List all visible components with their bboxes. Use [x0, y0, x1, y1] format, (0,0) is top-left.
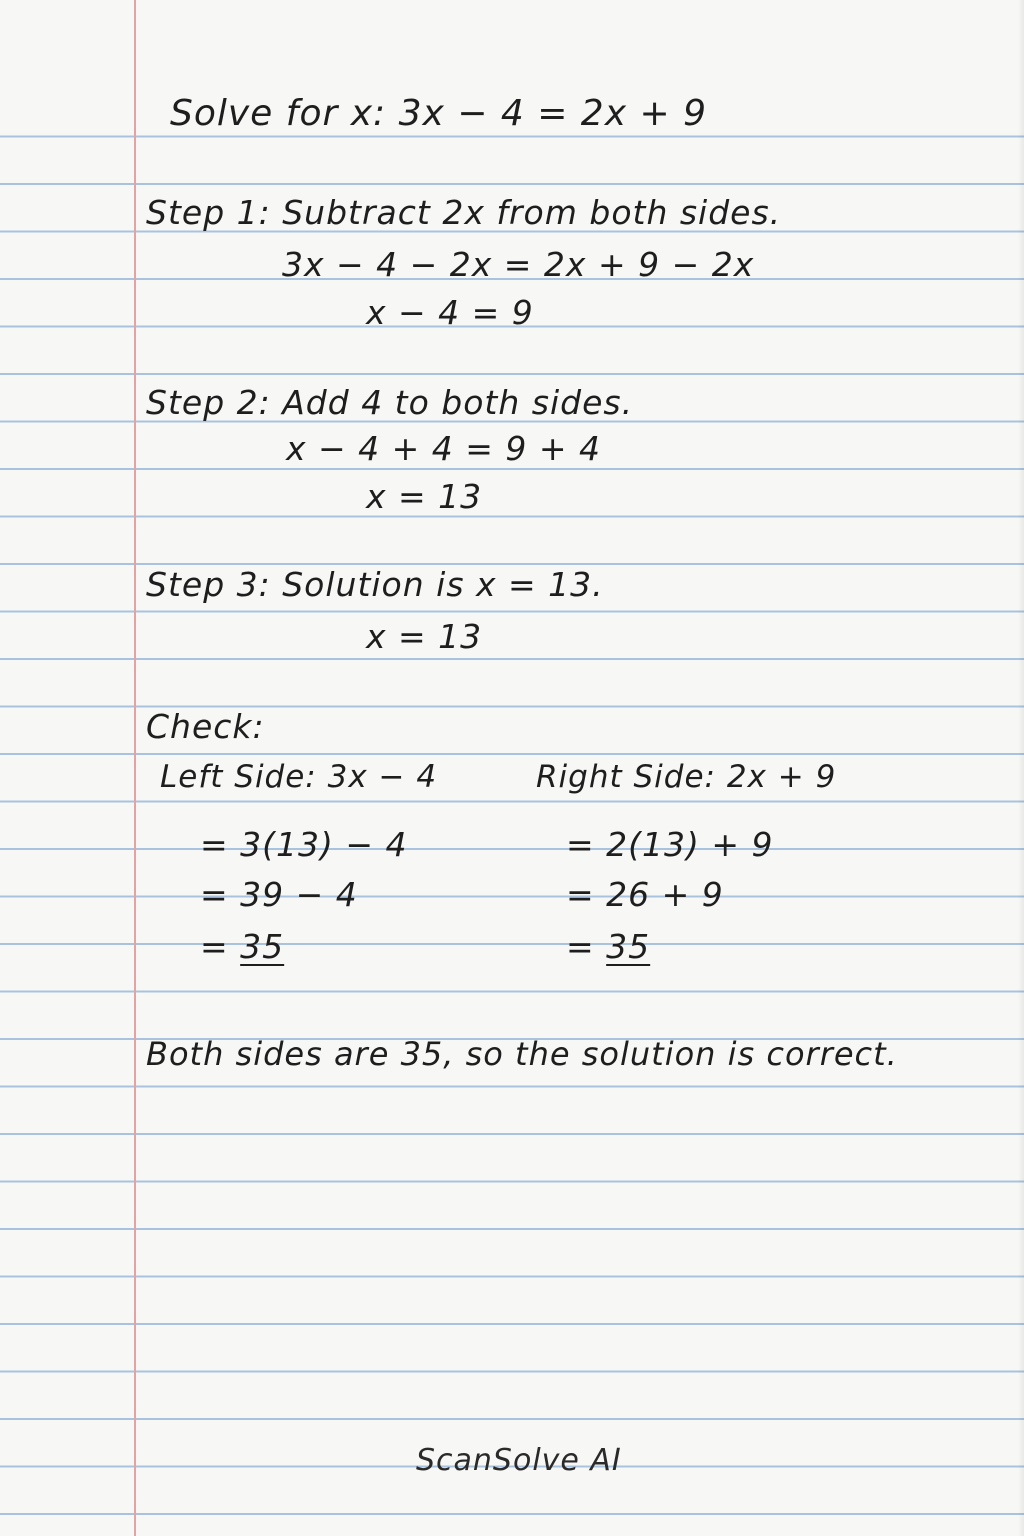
problem-statement: Solve for x: 3x − 4 = 2x + 9 — [170, 93, 707, 134]
step-2-heading: Step 2: Add 4 to both sides. — [146, 383, 634, 422]
check-heading: Check: — [146, 707, 265, 746]
margin-line — [134, 0, 136, 1536]
page-edge-shadow — [1018, 0, 1024, 1536]
right-side-equals: = — [566, 927, 595, 966]
right-side-line-2: = 26 + 9 — [566, 875, 724, 914]
left-side-label: Left Side: 3x − 4 — [160, 759, 438, 795]
conclusion-text: Both sides are 35, so the solution is correct. — [146, 1035, 898, 1073]
left-side-result-line — [200, 927, 285, 966]
right-side-result-line — [566, 927, 651, 966]
step-1-equation-2: x − 4 = 9 — [366, 293, 534, 332]
step-2-equation-1: x − 4 + 4 = 9 + 4 — [286, 429, 602, 468]
step-3-equation: x = 13 — [366, 617, 483, 656]
brand-watermark: ScanSolve AI — [416, 1443, 622, 1478]
left-side-equals: = — [200, 927, 229, 966]
left-side-result: 35 — [240, 927, 285, 966]
right-side-line-1: = 2(13) + 9 — [566, 825, 774, 864]
step-1-equation-1: 3x − 4 − 2x = 2x + 9 − 2x — [282, 245, 755, 284]
right-side-result: 35 — [606, 927, 651, 966]
step-1-heading: Step 1: Subtract 2x from both sides. — [146, 193, 782, 232]
step-2-equation-2: x = 13 — [366, 477, 483, 516]
left-side-line-1: = 3(13) − 4 — [200, 825, 408, 864]
right-side-label: Right Side: 2x + 9 — [536, 759, 837, 795]
step-3-heading: Step 3: Solution is x = 13. — [146, 565, 604, 604]
left-side-line-2: = 39 − 4 — [200, 875, 358, 914]
